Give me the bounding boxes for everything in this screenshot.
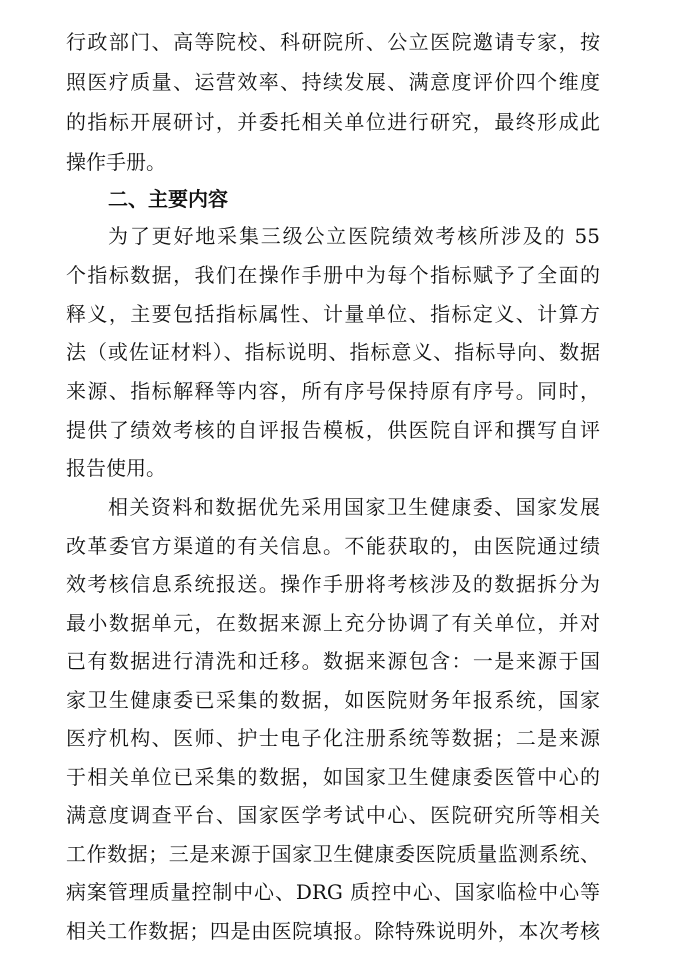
text-line: 释义，主要包括指标属性、计量单位、指标定义、计算方 [66, 302, 600, 326]
text-line: 个指标数据，我们在操作手册中为每个指标赋予了全面的 [66, 263, 600, 287]
text-line: 操作手册。 [66, 150, 166, 174]
text-line: 报告使用。 [66, 456, 166, 480]
text-line: 已有数据进行清洗和迁移。数据来源包含：一是来源于国 [66, 649, 600, 673]
text-line: 的指标开展研讨，并委托相关单位进行研究，最终形成此 [66, 110, 600, 134]
text-line: 工作数据；三是来源于国家卫生健康委医院质量监测系统、 [66, 842, 600, 866]
text-line: 提供了绩效考核的自评报告模板，供医院自评和撰写自评 [66, 418, 600, 442]
text-line: 满意度调查平台、国家医学考试中心、医院研究所等相关 [66, 803, 600, 827]
text-line: 改革委官方渠道的有关信息。不能获取的，由医院通过绩 [66, 534, 600, 558]
text-line: 为了更好地采集三级公立医院绩效考核所涉及的 55 [108, 224, 600, 248]
text-line: 法（或佐证材料）、指标说明、指标意义、指标导向、数据 [66, 340, 600, 364]
text-line: 最小数据单元，在数据来源上充分协调了有关单位，并对 [66, 611, 600, 635]
text-line: 行政部门、高等院校、科研院所、公立医院邀请专家，按 [66, 30, 600, 54]
section-heading: 二、主要内容 [108, 187, 228, 211]
text-line: 相关资料和数据优先采用国家卫生健康委、国家发展 [108, 495, 600, 519]
text-line: 家卫生健康委已采集的数据，如医院财务年报系统，国家 [66, 688, 600, 712]
text-line: 病案管理质量控制中心、DRG 质控中心、国家临检中心等 [66, 880, 600, 904]
text-line: 效考核信息系统报送。操作手册将考核涉及的数据拆分为 [66, 572, 600, 596]
text-line: 于相关单位已采集的数据，如国家卫生健康委医管中心的 [66, 765, 600, 789]
text-line: 医疗机构、医师、护士电子化注册系统等数据；二是来源 [66, 726, 600, 750]
text-line: 来源、指标解释等内容，所有序号保持原有序号。同时， [66, 379, 600, 403]
text-line: 相关工作数据；四是由医院填报。除特殊说明外，本次考核 [66, 919, 600, 943]
text-line: 照医疗质量、运营效率、持续发展、满意度评价四个维度 [66, 70, 600, 94]
